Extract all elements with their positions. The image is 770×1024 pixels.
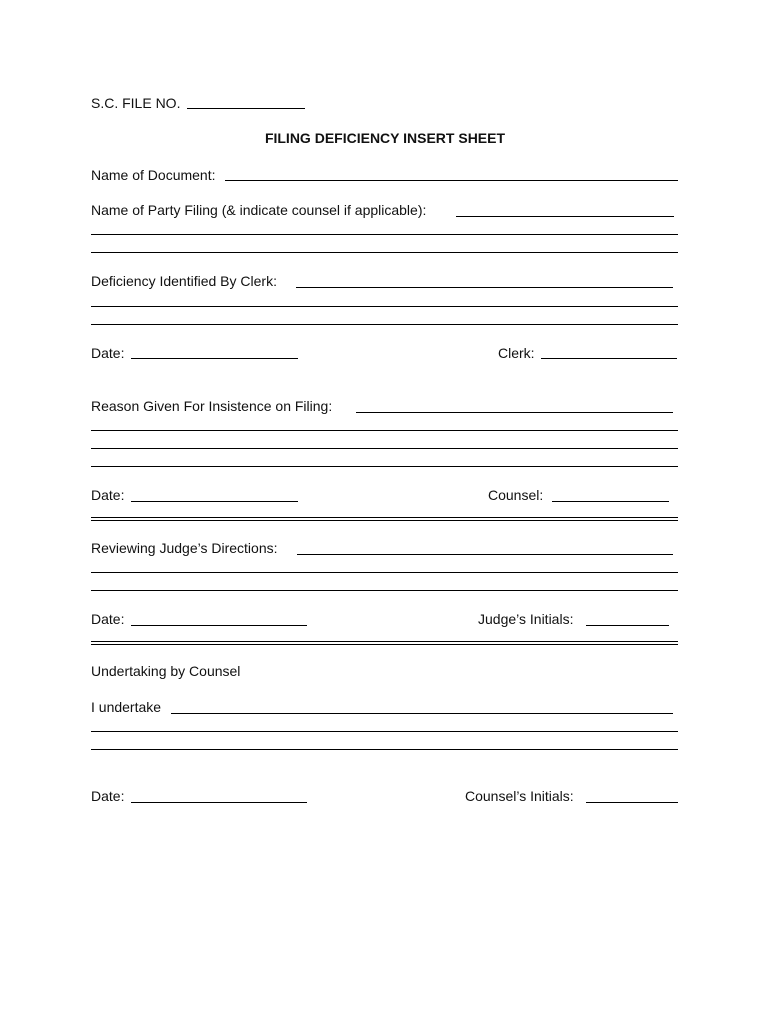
party-filing-line-2[interactable] <box>91 234 678 235</box>
clerk-field[interactable] <box>541 358 677 359</box>
page-title: FILING DEFICIENCY INSERT SHEET <box>264 130 506 146</box>
deficiency-line-2[interactable] <box>91 306 678 307</box>
date-label-1: Date: <box>91 345 125 361</box>
counsel-initials-label: Counsel’s Initials: <box>465 788 574 804</box>
file-number-label: S.C. FILE NO. <box>91 95 181 111</box>
counsel-initials-field[interactable] <box>586 802 678 803</box>
section-divider-2 <box>91 641 678 645</box>
deficiency-field[interactable] <box>296 287 673 288</box>
date-field-1[interactable] <box>131 358 298 359</box>
counsel-field[interactable] <box>552 501 669 502</box>
undertake-line-2[interactable] <box>91 731 678 732</box>
section-divider-1 <box>91 517 678 521</box>
judge-initials-field[interactable] <box>586 625 669 626</box>
deficiency-line-3[interactable] <box>91 324 678 325</box>
counsel-label: Counsel: <box>488 487 544 503</box>
reason-line-3[interactable] <box>91 448 678 449</box>
undertaking-heading: Undertaking by Counsel <box>91 663 241 679</box>
reason-line-4[interactable] <box>91 466 678 467</box>
date-field-2[interactable] <box>131 501 298 502</box>
file-number-field[interactable] <box>187 108 305 109</box>
party-filing-field[interactable] <box>456 216 674 217</box>
reason-field[interactable] <box>356 412 673 413</box>
reason-line-2[interactable] <box>91 430 678 431</box>
party-filing-line-3[interactable] <box>91 252 678 253</box>
reason-label: Reason Given For Insistence on Filing: <box>91 398 333 414</box>
judge-directions-line-2[interactable] <box>91 572 678 573</box>
judge-directions-field[interactable] <box>297 554 673 555</box>
judge-directions-line-3[interactable] <box>91 590 678 591</box>
document-name-field[interactable] <box>225 180 678 181</box>
undertake-label: I undertake <box>91 699 162 715</box>
party-filing-label: Name of Party Filing (& indicate counsel if applicable): <box>91 202 427 218</box>
date-field-4[interactable] <box>131 802 307 803</box>
clerk-label: Clerk: <box>498 345 535 361</box>
judge-directions-label: Reviewing Judge’s Directions: <box>91 540 278 556</box>
document-name-label: Name of Document: <box>91 167 216 183</box>
date-field-3[interactable] <box>131 625 307 626</box>
date-label-4: Date: <box>91 788 125 804</box>
undertake-line-3[interactable] <box>91 749 678 750</box>
undertake-field[interactable] <box>171 713 673 714</box>
judge-initials-label: Judge’s Initials: <box>478 611 574 627</box>
date-label-3: Date: <box>91 611 125 627</box>
date-label-2: Date: <box>91 487 125 503</box>
deficiency-label: Deficiency Identified By Clerk: <box>91 273 277 289</box>
